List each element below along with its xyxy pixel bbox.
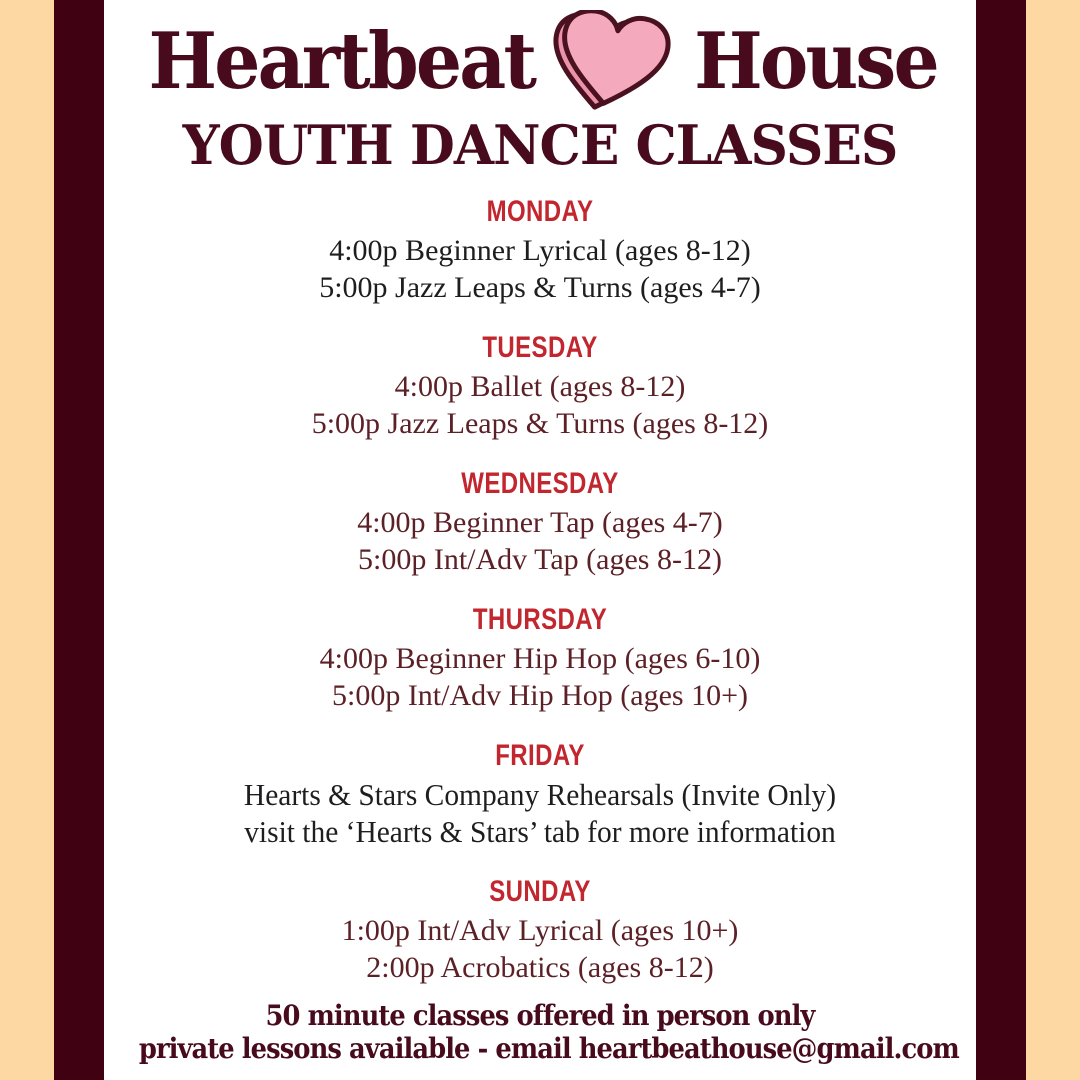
class-line: 2:00p Acrobatics (ages 8-12) [366,951,714,985]
day-section-monday [104,197,976,306]
day-section-friday [104,741,976,850]
right-maroon-border [976,0,1026,1080]
brand-word-right: House [694,16,937,107]
day-heading: WEDNESDAY [461,467,619,501]
page-title: YOUTH DANCE CLASSES [182,113,898,177]
class-line: 5:00p Int/Adv Tap (ages 8-12) [358,543,722,577]
brand-word-left: Heartbeat [148,16,535,107]
day-section-wednesday [104,469,976,578]
right-peach-border [1026,0,1080,1080]
class-line: 4:00p Beginner Tap (ages 4-7) [357,506,723,540]
flyer-content [104,0,976,1080]
day-heading: MONDAY [486,195,594,229]
class-line: 5:00p Int/Adv Hip Hop (ages 10+) [331,679,749,713]
footer-line-2: private lessons available - email heartbeathouse@gmail.com [138,1032,959,1066]
left-maroon-border [54,0,104,1080]
brand-title [104,10,976,114]
class-line: 5:00p Jazz Leaps & Turns (ages 8-12) [311,407,769,441]
class-line: 5:00p Jazz Leaps & Turns (ages 4-7) [319,271,761,305]
class-line: 1:00p Int/Adv Lyrical (ages 10+) [341,914,739,948]
schedule-list [104,197,976,986]
day-heading: THURSDAY [472,603,608,637]
footer-note [104,999,976,1065]
footer-line-1: 50 minute classes offered in person only [265,999,815,1033]
class-line: 4:00p Beginner Hip Hop (ages 6-10) [319,642,761,676]
left-peach-border [0,0,54,1080]
day-section-sunday [104,877,976,986]
class-line: visit the ‘Hearts & Stars’ tab for more information [244,814,836,850]
day-heading: SUNDAY [489,875,591,909]
day-section-thursday [104,605,976,714]
day-heading: FRIDAY [495,739,585,773]
class-line: Hearts & Stars Company Rehearsals (Invite Only) [243,777,837,813]
class-line: 4:00p Ballet (ages 8-12) [394,370,686,404]
day-section-tuesday [104,333,976,442]
candy-heart-icon [553,10,681,114]
class-line: 4:00p Beginner Lyrical (ages 8-12) [329,234,751,268]
day-heading: TUESDAY [482,331,598,365]
